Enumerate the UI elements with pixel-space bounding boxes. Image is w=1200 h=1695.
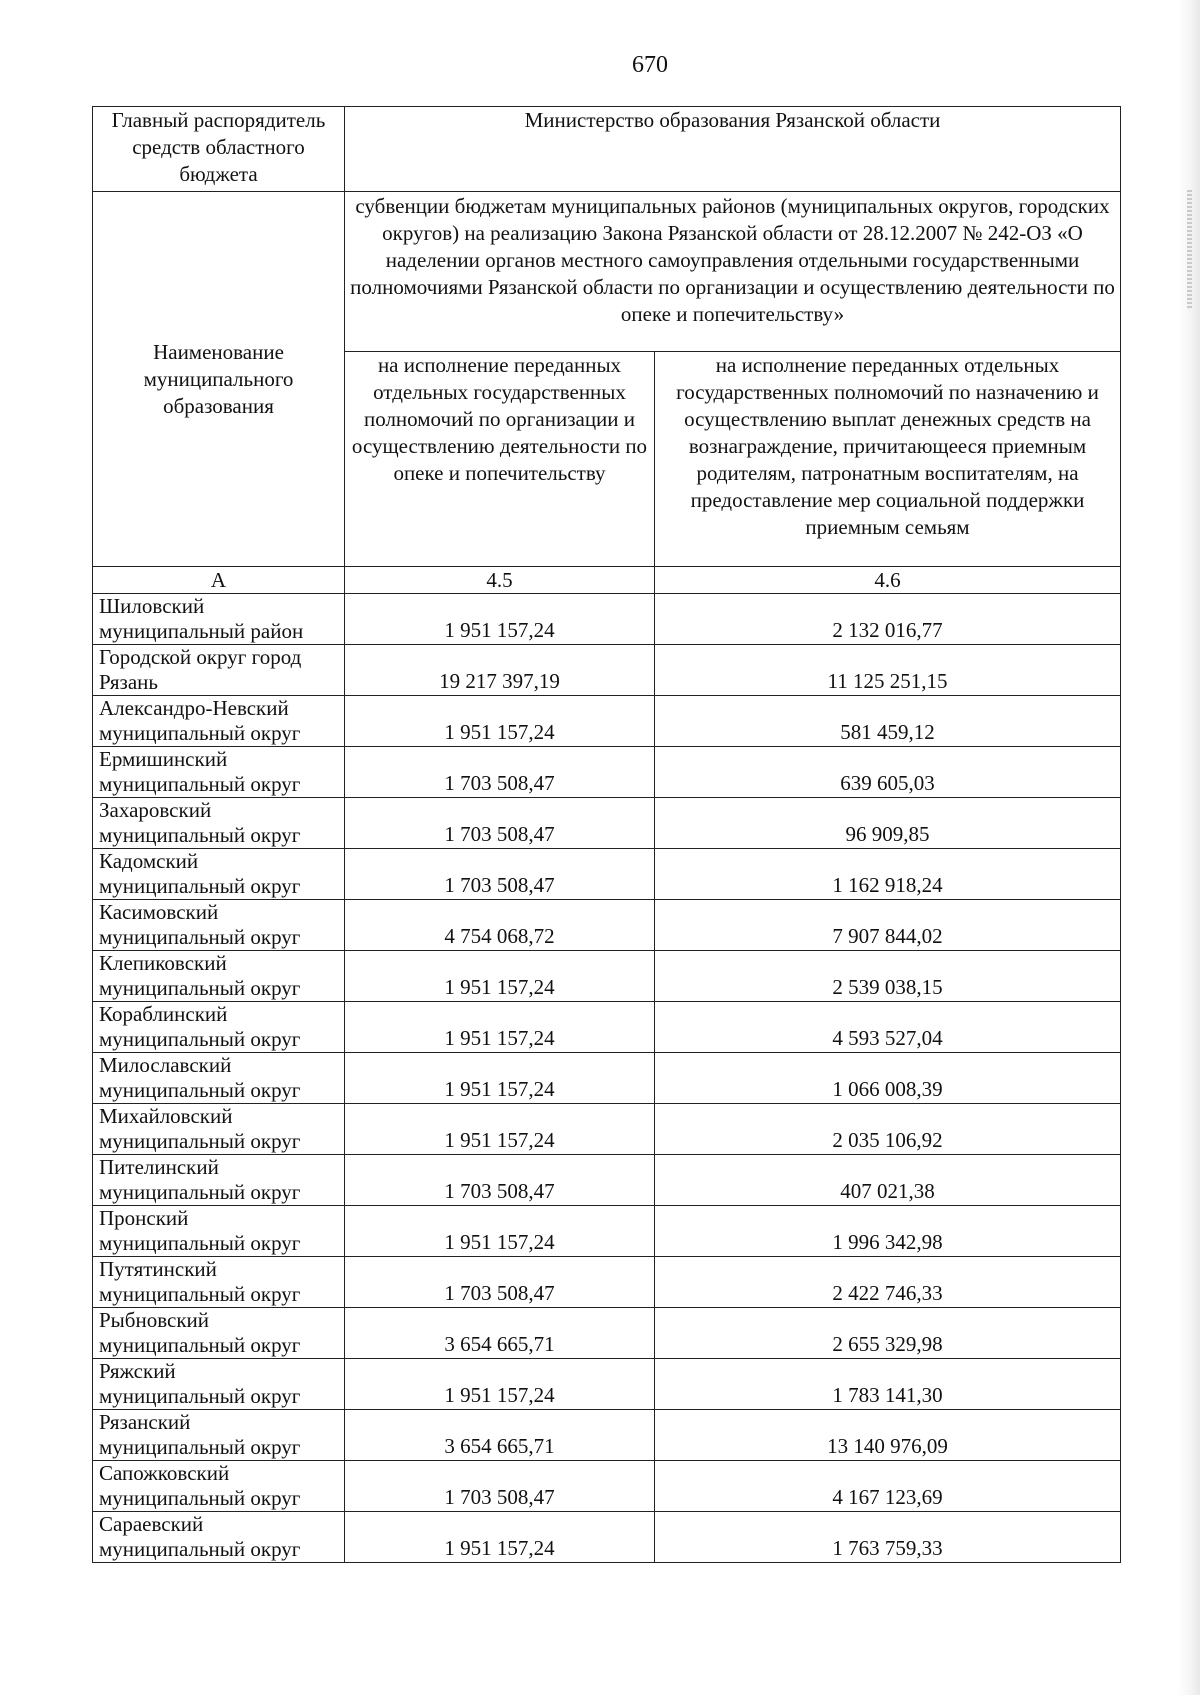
amount-4-6: 407 021,38 bbox=[655, 1155, 1121, 1206]
amount-4-6: 2 539 038,15 bbox=[655, 951, 1121, 1002]
municipality-name-line-1: Рязанский bbox=[99, 1410, 191, 1434]
municipality-name bbox=[93, 1104, 345, 1155]
municipality-name-line-1: Милославский bbox=[99, 1053, 232, 1077]
amount-4-5: 1 703 508,47 bbox=[345, 1257, 655, 1308]
col-46-header: на исполнение переданных отдельных государственных полномочий по назначению и осуществлению выплат денежных средств на вознаграждение, причитающееся приемным родителям, патронатным воспитателям, на предоставление мер социальной поддержки приемным семьям bbox=[655, 352, 1121, 567]
municipality-name-line-2: муниципальный район bbox=[99, 619, 304, 643]
table-row bbox=[93, 594, 1121, 645]
municipality-name-line-2: муниципальный округ bbox=[99, 1231, 301, 1255]
column-index-row bbox=[93, 567, 1121, 594]
municipality-name-line-1: Сапожковский bbox=[99, 1461, 230, 1485]
amount-4-5: 1 951 157,24 bbox=[345, 1359, 655, 1410]
amount-4-6: 1 162 918,24 bbox=[655, 849, 1121, 900]
municipality-name-line-2: муниципальный округ bbox=[99, 1333, 301, 1357]
name-column-header: Наименование муниципального образования bbox=[93, 192, 345, 567]
table-row bbox=[93, 645, 1121, 696]
amount-4-6: 96 909,85 bbox=[655, 798, 1121, 849]
amount-4-5: 1 703 508,47 bbox=[345, 747, 655, 798]
municipality-name bbox=[93, 1206, 345, 1257]
municipality-name bbox=[93, 1053, 345, 1104]
municipality-name-line-2: муниципальный округ bbox=[99, 772, 301, 796]
amount-4-5: 1 703 508,47 bbox=[345, 798, 655, 849]
table-row bbox=[93, 1053, 1121, 1104]
distributor-row bbox=[93, 107, 1121, 192]
municipality-name-line-1: Сараевский bbox=[99, 1512, 204, 1536]
municipality-name bbox=[93, 1410, 345, 1461]
table-row bbox=[93, 849, 1121, 900]
municipality-name bbox=[93, 1512, 345, 1563]
budget-table bbox=[92, 106, 1121, 1563]
municipality-name bbox=[93, 1308, 345, 1359]
municipality-name-line-2: муниципальный округ bbox=[99, 874, 301, 898]
municipality-name bbox=[93, 1257, 345, 1308]
table-row bbox=[93, 1257, 1121, 1308]
subvention-row bbox=[93, 192, 1121, 352]
table-row bbox=[93, 1104, 1121, 1155]
table-body bbox=[93, 107, 1121, 1563]
amount-4-6: 2 132 016,77 bbox=[655, 594, 1121, 645]
municipality-name-line-1: Ряжский bbox=[99, 1359, 176, 1383]
col-45-header: на исполнение переданных отдельных государственных полномочий по организации и осуществлению деятельности по опеке и попечительству bbox=[345, 352, 655, 567]
amount-4-5: 1 951 157,24 bbox=[345, 1002, 655, 1053]
municipality-name-line-2: муниципальный округ bbox=[99, 1384, 301, 1408]
municipality-name bbox=[93, 696, 345, 747]
amount-4-5: 1 951 157,24 bbox=[345, 1206, 655, 1257]
table-row bbox=[93, 1359, 1121, 1410]
table-row bbox=[93, 1308, 1121, 1359]
table-row bbox=[93, 798, 1121, 849]
table-row bbox=[93, 1461, 1121, 1512]
distributor-value: Министерство образования Рязанской области bbox=[345, 107, 1121, 192]
municipality-name-line-2: муниципальный округ bbox=[99, 721, 301, 745]
municipality-name-line-2: муниципальный округ bbox=[99, 823, 301, 847]
municipality-name bbox=[93, 645, 345, 696]
municipality-name-line-2: муниципальный округ bbox=[99, 1027, 301, 1051]
municipality-name-line-1: Кадомский bbox=[99, 849, 199, 873]
table-row bbox=[93, 747, 1121, 798]
amount-4-5: 1 951 157,24 bbox=[345, 594, 655, 645]
municipality-name bbox=[93, 900, 345, 951]
amount-4-6: 1 763 759,33 bbox=[655, 1512, 1121, 1563]
municipality-name-line-1: Пронский bbox=[99, 1206, 189, 1230]
amount-4-6: 2 422 746,33 bbox=[655, 1257, 1121, 1308]
municipality-name-line-2: муниципальный округ bbox=[99, 1486, 301, 1510]
amount-4-5: 3 654 665,71 bbox=[345, 1410, 655, 1461]
municipality-name-line-2: муниципальный округ bbox=[99, 976, 301, 1000]
table-row bbox=[93, 951, 1121, 1002]
municipality-name bbox=[93, 1359, 345, 1410]
amount-4-5: 4 754 068,72 bbox=[345, 900, 655, 951]
municipality-name bbox=[93, 1155, 345, 1206]
amount-4-5: 1 951 157,24 bbox=[345, 1512, 655, 1563]
table-row bbox=[93, 1206, 1121, 1257]
page-number: 670 bbox=[632, 52, 668, 78]
municipality-name bbox=[93, 1002, 345, 1053]
municipality-name-line-1: Путятинский bbox=[99, 1257, 217, 1281]
amount-4-5: 1 703 508,47 bbox=[345, 849, 655, 900]
municipality-name-line-2: муниципальный округ bbox=[99, 1435, 301, 1459]
municipality-name bbox=[93, 798, 345, 849]
municipality-name-line-1: Пителинский bbox=[99, 1155, 219, 1179]
amount-4-5: 1 951 157,24 bbox=[345, 951, 655, 1002]
amount-4-6: 2 035 106,92 bbox=[655, 1104, 1121, 1155]
municipality-name bbox=[93, 951, 345, 1002]
index-45: 4.5 bbox=[345, 567, 655, 594]
municipality-name-line-2: муниципальный округ bbox=[99, 1180, 301, 1204]
subvention-title: субвенции бюджетам муниципальных районов (муниципальных округов, городских округов) на реализацию Закона Рязанской области от 28.12.2007 № 242-ОЗ «О наделении органов местного самоуправления отдельными государственными полномочиями Рязанской области по организации и осуществлению деятельности по опеке и попечительству» bbox=[345, 192, 1121, 352]
distributor-label: Главный распорядитель средств областного бюджета bbox=[93, 107, 345, 192]
table-row bbox=[93, 1410, 1121, 1461]
amount-4-5: 1 951 157,24 bbox=[345, 1053, 655, 1104]
municipality-name-line-1: Кораблинский bbox=[99, 1002, 228, 1026]
table-row bbox=[93, 696, 1121, 747]
municipality-name bbox=[93, 1461, 345, 1512]
municipality-name-line-1: Рыбновский bbox=[99, 1308, 210, 1332]
municipality-name-line-2: муниципальный округ bbox=[99, 1078, 301, 1102]
municipality-name-line-1: Шиловский bbox=[99, 594, 205, 618]
table-row bbox=[93, 900, 1121, 951]
index-46: 4.6 bbox=[655, 567, 1121, 594]
amount-4-5: 1 703 508,47 bbox=[345, 1155, 655, 1206]
municipality-name bbox=[93, 747, 345, 798]
municipality-name-line-1: Ермишинский bbox=[99, 747, 228, 771]
municipality-name-line-1: Касимовский bbox=[99, 900, 219, 924]
table-row bbox=[93, 1002, 1121, 1053]
municipality-name-line-1: Захаровский bbox=[99, 798, 212, 822]
amount-4-6: 1 783 141,30 bbox=[655, 1359, 1121, 1410]
amount-4-5: 1 951 157,24 bbox=[345, 1104, 655, 1155]
municipality-name bbox=[93, 594, 345, 645]
amount-4-6: 7 907 844,02 bbox=[655, 900, 1121, 951]
amount-4-5: 3 654 665,71 bbox=[345, 1308, 655, 1359]
scan-mark bbox=[1187, 190, 1192, 310]
amount-4-5: 1 951 157,24 bbox=[345, 696, 655, 747]
municipality-name-line-2: муниципальный округ bbox=[99, 1129, 301, 1153]
municipality-name-line-2: муниципальный округ bbox=[99, 1282, 301, 1306]
amount-4-6: 11 125 251,15 bbox=[655, 645, 1121, 696]
amount-4-6: 1 066 008,39 bbox=[655, 1053, 1121, 1104]
municipality-name-line-1: Клепиковский bbox=[99, 951, 227, 975]
municipality-name-line-1: Городской округ город bbox=[99, 645, 302, 669]
municipality-name-line-2: муниципальный округ bbox=[99, 1537, 301, 1561]
amount-4-5: 1 703 508,47 bbox=[345, 1461, 655, 1512]
amount-4-6: 2 655 329,98 bbox=[655, 1308, 1121, 1359]
municipality-name-line-2: Рязань bbox=[99, 670, 158, 694]
amount-4-6: 4 167 123,69 bbox=[655, 1461, 1121, 1512]
amount-4-6: 4 593 527,04 bbox=[655, 1002, 1121, 1053]
amount-4-6: 1 996 342,98 bbox=[655, 1206, 1121, 1257]
amount-4-6: 581 459,12 bbox=[655, 696, 1121, 747]
table-row bbox=[93, 1512, 1121, 1563]
amount-4-5: 19 217 397,19 bbox=[345, 645, 655, 696]
municipality-name-line-1: Михайловский bbox=[99, 1104, 233, 1128]
table-row bbox=[93, 1155, 1121, 1206]
municipality-name-line-2: муниципальный округ bbox=[99, 925, 301, 949]
amount-4-6: 13 140 976,09 bbox=[655, 1410, 1121, 1461]
municipality-name bbox=[93, 849, 345, 900]
municipality-name-line-1: Александро-Невский bbox=[99, 696, 289, 720]
amount-4-6: 639 605,03 bbox=[655, 747, 1121, 798]
index-a: А bbox=[93, 567, 345, 594]
